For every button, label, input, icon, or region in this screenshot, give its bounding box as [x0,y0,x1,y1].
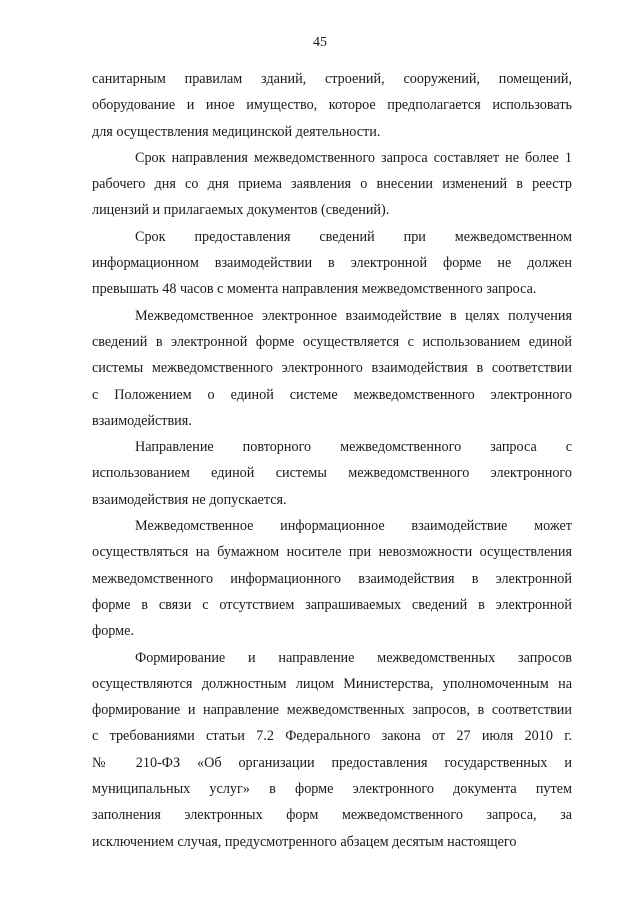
text-line: оборудование и иное имущество, которое предполагается использовать [92,97,572,114]
paragraph [92,224,572,303]
document-body [92,66,572,855]
text-line: с требованиями статьи 7.2 Федерального закона от 27 июля 2010 г. [92,728,572,745]
text-line: взаимодействия. [92,412,192,429]
text-line: рабочего дня со дня приема заявления о внесении изменений в реестр [92,176,572,193]
paragraph [92,513,572,644]
text-line: формирование и направление межведомственных запросов, в соответствии [92,702,572,719]
text-line: муниципальных услуг» в форме электронного документа путем [92,781,572,798]
text-line: Направление повторного межведомственного запроса с [135,439,572,456]
text-line: для осуществления медицинской деятельности. [92,123,381,140]
text-line: с Положением о единой системе межведомственного электронного [92,386,572,403]
paragraph [92,145,572,224]
page-number: 45 [313,35,327,50]
text-line: Формирование и направление межведомственных запросов [135,649,572,666]
text-line: заполнения электронных форм межведомственного запроса, за [92,807,572,824]
paragraph [92,645,572,855]
text-line: Межведомственное электронное взаимодействие в целях получения [135,307,572,324]
text-line: № 210-ФЗ «Об организации предоставления государственных и [92,754,572,771]
text-line: системы межведомственного электронного взаимодействия в соответствии [92,360,572,377]
text-line: взаимодействия не допускается. [92,491,287,508]
text-line: осуществляться на бумажном носителе при невозможности осуществления [92,544,572,561]
text-line: межведомственного информационного взаимодействия в электронной [92,570,572,587]
text-line: Срок предоставления сведений при межведомственном [135,228,572,245]
text-line: использованием единой системы межведомственного электронного [92,465,572,482]
text-line: исключением случая, предусмотренного абзацем десятым настоящего [92,833,517,850]
text-line: осуществляются должностным лицом Министерства, уполномоченным на [92,675,572,692]
text-line: лицензий и прилагаемых документов (сведений). [92,202,390,219]
text-line: информационном взаимодействии в электронной форме не должен [92,255,572,272]
text-line: Срок направления межведомственного запроса составляет не более 1 [135,149,572,166]
text-line: санитарным правилам зданий, строений, сооружений, помещений, [92,71,572,87]
text-line: превышать 48 часов с момента направления межведомственного запроса. [92,281,537,298]
text-line: сведений в электронной форме осуществляется с использованием единой [92,333,572,350]
text-line: форме. [92,623,134,640]
paragraph [92,303,572,434]
text-line: Межведомственное информационное взаимодействие может [135,518,572,535]
text-line: форме в связи с отсутствием запрашиваемых сведений в электронной [92,596,572,613]
paragraph [92,434,572,513]
paragraph [92,66,572,145]
